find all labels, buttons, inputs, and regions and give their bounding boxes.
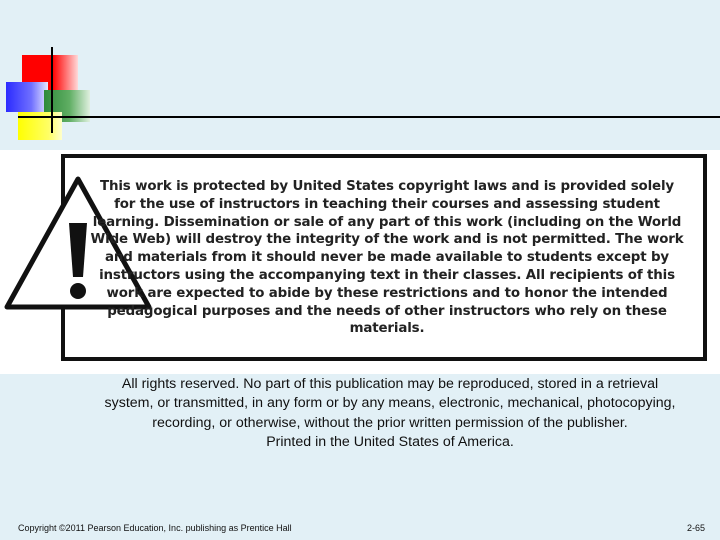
logo-vertical-line xyxy=(51,47,53,133)
copyright-notice-box xyxy=(61,154,707,361)
footer-copyright: Copyright ©2011 Pearson Education, Inc. publishing as Prentice Hall xyxy=(18,523,292,533)
page-number: 2-65 xyxy=(686,523,705,533)
slide-logo xyxy=(0,0,110,140)
rights-line: system, or transmitted, in any form or by any means, electronic, mechanical, photocopying, xyxy=(104,395,676,412)
rights-statement xyxy=(50,375,720,453)
copyright-notice-text: This work is protected by United States copyright laws and is provided solely for the use of instructors in teaching their courses and assessing student learning. Dissemination or sale of any part of this work (including on the World Wide Web) will destroy the integrity of the work and is not permitted. The work and materials from it should never be made available to students except by instructors using the accompanying text in their classes. All recipients of this work are expected to abide by these restrictions and to honor the intended pedagogical purposes and the needs of other instructors who rely on these materials. xyxy=(90,179,684,337)
rights-line: Printed in the United States of America. xyxy=(266,434,514,451)
rights-line: recording, or otherwise, without the prior written permission of the publisher. xyxy=(152,414,628,431)
rights-line: All rights reserved. No part of this publication may be reproduced, stored in a retrieval xyxy=(121,376,659,392)
notice-panel xyxy=(0,150,720,374)
logo-blue-square xyxy=(6,82,48,112)
header-divider-line xyxy=(18,116,720,118)
